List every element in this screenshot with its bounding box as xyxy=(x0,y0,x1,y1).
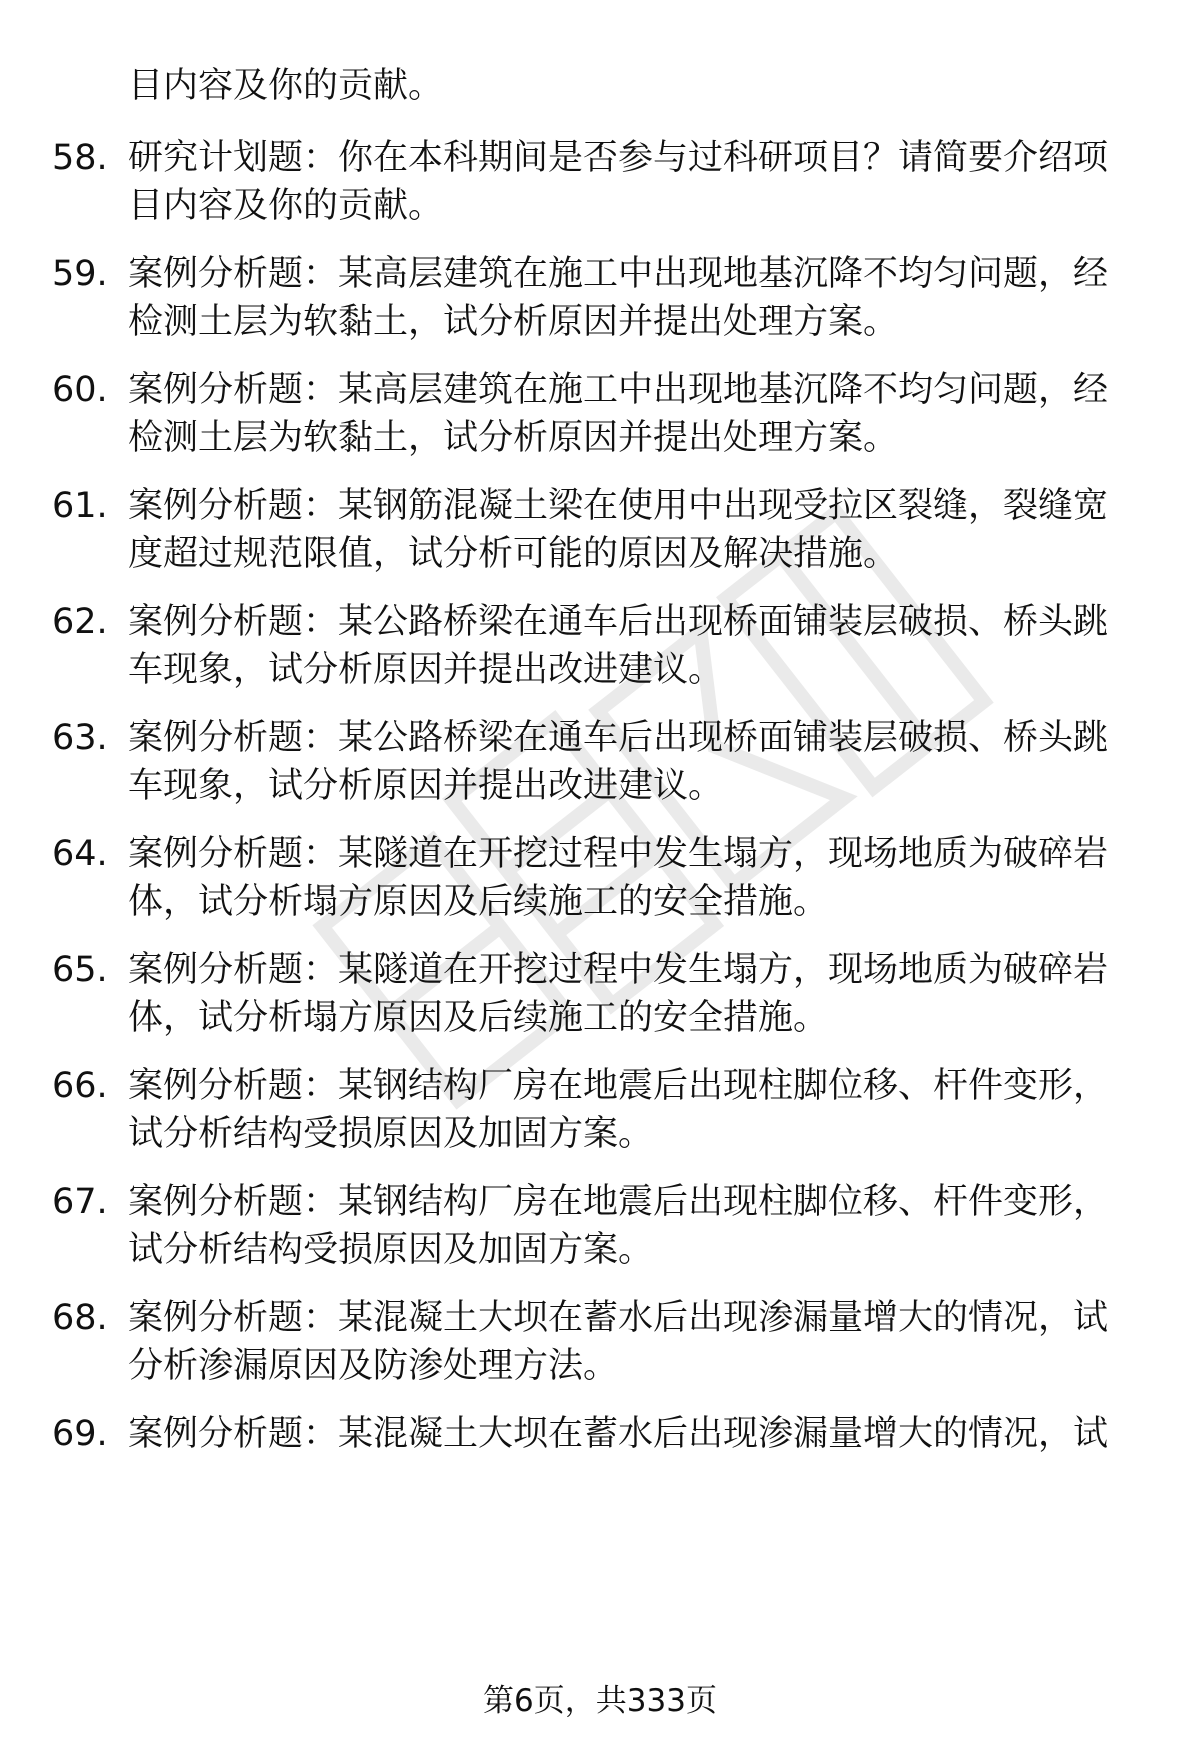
question-number: 58. xyxy=(52,138,108,178)
question-text-line: 检测土层为软黏土，试分析原因并提出处理方案。 xyxy=(128,418,899,458)
question-text-line: 检测土层为软黏土，试分析原因并提出处理方案。 xyxy=(128,302,899,342)
question-text-line: 案例分析题：某公路桥梁在通车后出现桥面铺装层破损、桥头跳 xyxy=(128,718,1109,758)
question-item-64 xyxy=(0,830,1200,930)
question-text-line: 案例分析题：某高层建筑在施工中出现地基沉降不均匀问题，经 xyxy=(128,254,1109,294)
question-item-65 xyxy=(0,946,1200,1046)
question-text-line: 案例分析题：某混凝土大坝在蓄水后出现渗漏量增大的情况，试 xyxy=(128,1414,1109,1454)
question-text-line: 案例分析题：某钢结构厂房在地震后出现柱脚位移、杆件变形， xyxy=(128,1066,1109,1106)
question-text-line: 案例分析题：某钢筋混凝土梁在使用中出现受拉区裂缝，裂缝宽 xyxy=(128,486,1109,526)
question-item-60 xyxy=(0,366,1200,466)
question-number: 63. xyxy=(52,718,108,758)
question-item-63 xyxy=(0,714,1200,814)
question-item-62 xyxy=(0,598,1200,698)
question-text-line: 案例分析题：某隧道在开挖过程中发生塌方，现场地质为破碎岩 xyxy=(128,834,1109,874)
question-text-line: 体，试分析塌方原因及后续施工的安全措施。 xyxy=(128,882,829,922)
question-item-69 xyxy=(0,1410,1200,1510)
question-text-line: 案例分析题：某钢结构厂房在地震后出现柱脚位移、杆件变形， xyxy=(128,1182,1109,1222)
question-item-66 xyxy=(0,1062,1200,1162)
question-text-line: 体，试分析塌方原因及后续施工的安全措施。 xyxy=(128,998,829,1038)
question-number: 69. xyxy=(52,1414,108,1454)
question-number: 65. xyxy=(52,950,108,990)
question-number: 66. xyxy=(52,1066,108,1106)
question-text-line: 研究计划题：你在本科期间是否参与过科研项目？请简要介绍项 xyxy=(128,138,1109,178)
question-number: 64. xyxy=(52,834,108,874)
question-text-line: 案例分析题：某公路桥梁在通车后出现桥面铺装层破损、桥头跳 xyxy=(128,602,1109,642)
question-number: 62. xyxy=(52,602,108,642)
question-text-line: 试分析结构受损原因及加固方案。 xyxy=(128,1230,654,1270)
page-number-footer: 第6页，共333页 xyxy=(483,1683,717,1719)
question-number: 67. xyxy=(52,1182,108,1222)
continued-question-text: 目内容及你的贡献。 xyxy=(128,66,444,106)
question-item-59 xyxy=(0,250,1200,350)
question-text-line: 案例分析题：某高层建筑在施工中出现地基沉降不均匀问题，经 xyxy=(128,370,1109,410)
question-number: 61. xyxy=(52,486,108,526)
question-number: 68. xyxy=(52,1298,108,1338)
question-item-68 xyxy=(0,1294,1200,1394)
question-text-line: 车现象，试分析原因并提出改进建议。 xyxy=(128,766,724,806)
question-text-line: 车现象，试分析原因并提出改进建议。 xyxy=(128,650,724,690)
question-text-line: 目内容及你的贡献。 xyxy=(128,186,444,226)
question-item-58 xyxy=(0,134,1200,234)
question-item-61 xyxy=(0,482,1200,582)
question-item-67 xyxy=(0,1178,1200,1278)
question-number: 60. xyxy=(52,370,108,410)
question-text-line: 试分析结构受损原因及加固方案。 xyxy=(128,1114,654,1154)
question-text-line: 案例分析题：某混凝土大坝在蓄水后出现渗漏量增大的情况，试 xyxy=(128,1298,1109,1338)
question-text-line: 分析渗漏原因及防渗处理方法。 xyxy=(128,1346,619,1386)
question-number: 59. xyxy=(52,254,108,294)
question-text-line: 案例分析题：某隧道在开挖过程中发生塌方，现场地质为破碎岩 xyxy=(128,950,1109,990)
question-text-line: 度超过规范限值，试分析可能的原因及解决措施。 xyxy=(128,534,899,574)
